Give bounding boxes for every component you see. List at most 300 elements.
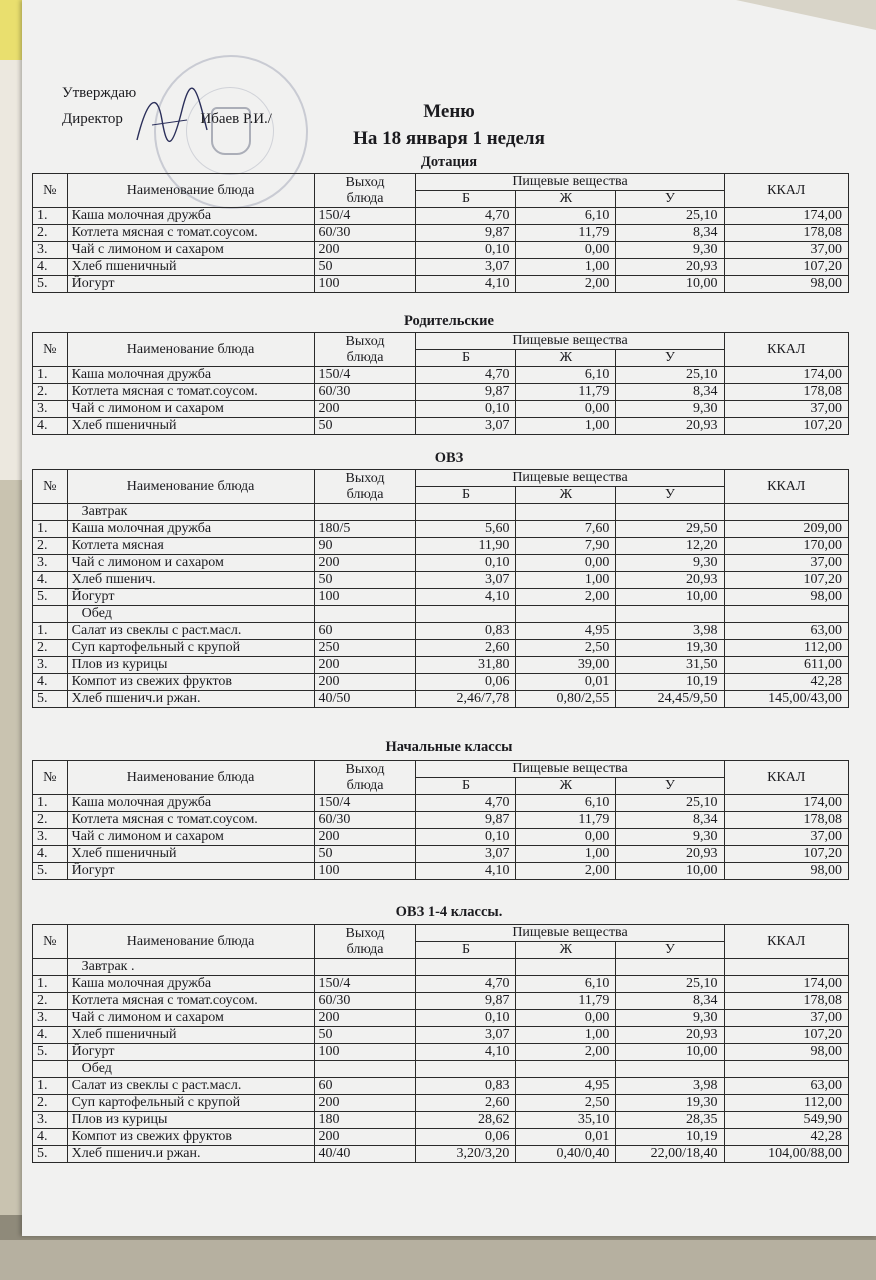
cell-carbs: 8,34 <box>616 384 724 401</box>
cell-carbs: 10,00 <box>616 1044 724 1061</box>
header-zh: Ж <box>516 191 616 208</box>
cell-carbs <box>616 959 724 976</box>
cell-fat: 0,01 <box>516 674 616 691</box>
cell-fat: 1,00 <box>516 259 616 276</box>
cell-num: 3. <box>33 657 68 674</box>
cell-num: 3. <box>33 242 68 259</box>
cell-dish-name: Компот из свежих фруктов <box>67 674 314 691</box>
table-row <box>33 225 849 242</box>
cell-num: 5. <box>33 276 68 293</box>
cell-dish-name: Хлеб пшеничный <box>67 259 314 276</box>
cell-kcal: 98,00 <box>724 276 848 293</box>
cell-output: 90 <box>314 538 416 555</box>
cell-protein: 3,07 <box>416 572 516 589</box>
cell-fat <box>516 504 616 521</box>
cell-fat: 11,79 <box>516 812 616 829</box>
header-name: Наименование блюда <box>67 761 314 795</box>
table-row <box>33 1095 849 1112</box>
cell-dish-name: Суп картофельный с крупой <box>67 640 314 657</box>
cell-num: 4. <box>33 1027 68 1044</box>
cell-fat: 4,95 <box>516 1078 616 1095</box>
cell-kcal: 145,00/43,00 <box>724 691 848 708</box>
cell-num: 4. <box>33 1129 68 1146</box>
cell-carbs: 3,98 <box>616 623 724 640</box>
table-row <box>33 1044 849 1061</box>
cell-output: 200 <box>314 1129 416 1146</box>
cell-dish-name: Салат из свеклы с раст.масл. <box>67 1078 314 1095</box>
cell-num: 4. <box>33 572 68 589</box>
cell-protein: 31,80 <box>416 657 516 674</box>
header-b: Б <box>416 350 516 367</box>
cell-carbs: 9,30 <box>616 555 724 572</box>
header-kcal: ККАЛ <box>724 174 848 208</box>
cell-carbs: 9,30 <box>616 829 724 846</box>
cell-output: 150/4 <box>314 367 416 384</box>
folded-corner <box>736 0 876 30</box>
cell-protein: 0,10 <box>416 242 516 259</box>
cell-output: 60/30 <box>314 384 416 401</box>
cell-kcal: 37,00 <box>724 401 848 418</box>
header-name: Наименование блюда <box>67 470 314 504</box>
cell-output: 250 <box>314 640 416 657</box>
table-row <box>33 863 849 880</box>
header-output-line2: блюда <box>346 349 384 365</box>
cell-output: 180/5 <box>314 521 416 538</box>
cell-dish-name: Каша молочная дружба <box>67 208 314 225</box>
cell-protein: 0,10 <box>416 1010 516 1027</box>
header-kcal: ККАЛ <box>724 333 848 367</box>
cell-dish-name: Котлета мясная с томат.соусом. <box>67 812 314 829</box>
header-output <box>314 925 416 959</box>
cell-carbs: 29,50 <box>616 521 724 538</box>
cell-dish-name: Обед <box>67 606 314 623</box>
cell-protein: 0,10 <box>416 401 516 418</box>
menu-table <box>32 469 849 708</box>
cell-output: 100 <box>314 589 416 606</box>
table-row <box>33 384 849 401</box>
cell-carbs <box>616 504 724 521</box>
header-output-line1: Выход <box>345 333 385 349</box>
cell-protein <box>416 606 516 623</box>
cell-fat: 6,10 <box>516 208 616 225</box>
cell-num: 1. <box>33 521 68 538</box>
header-name: Наименование блюда <box>67 333 314 367</box>
header-output <box>314 174 416 208</box>
cell-output: 150/4 <box>314 795 416 812</box>
section-title: Родительские <box>404 313 494 329</box>
cell-fat: 2,00 <box>516 276 616 293</box>
cell-kcal: 174,00 <box>724 208 848 225</box>
header-u: У <box>616 487 724 504</box>
table-row <box>33 674 849 691</box>
cell-protein: 0,10 <box>416 829 516 846</box>
cell-fat: 0,01 <box>516 1129 616 1146</box>
cell-protein: 9,87 <box>416 225 516 242</box>
cell-output: 100 <box>314 1044 416 1061</box>
cell-protein: 11,90 <box>416 538 516 555</box>
cell-kcal: 107,20 <box>724 846 848 863</box>
cell-num: 3. <box>33 555 68 572</box>
cell-carbs: 10,00 <box>616 276 724 293</box>
cell-dish-name: Каша молочная дружба <box>67 367 314 384</box>
cell-output: 200 <box>314 555 416 572</box>
cell-fat: 35,10 <box>516 1112 616 1129</box>
table-header-row <box>33 925 849 942</box>
cell-fat: 1,00 <box>516 418 616 435</box>
cell-carbs <box>616 1061 724 1078</box>
cell-fat: 0,00 <box>516 555 616 572</box>
cell-kcal: 107,20 <box>724 572 848 589</box>
table-row <box>33 401 849 418</box>
cell-fat: 11,79 <box>516 384 616 401</box>
cell-dish-name: Хлеб пшеничный <box>67 418 314 435</box>
cell-dish-name: Чай с лимоном и сахаром <box>67 829 314 846</box>
cell-kcal: 42,28 <box>724 674 848 691</box>
cell-num: 2. <box>33 1095 68 1112</box>
cell-carbs <box>616 606 724 623</box>
director-name: Ибаев Р.И./ <box>200 111 272 127</box>
cell-fat: 4,95 <box>516 623 616 640</box>
cell-output: 50 <box>314 572 416 589</box>
cell-kcal: 98,00 <box>724 589 848 606</box>
cell-num: 4. <box>33 418 68 435</box>
cell-num <box>33 1061 68 1078</box>
cell-output: 200 <box>314 401 416 418</box>
cell-num: 4. <box>33 674 68 691</box>
cell-carbs: 8,34 <box>616 812 724 829</box>
header-nutrients: Пищевые вещества <box>416 174 724 191</box>
cell-output: 180 <box>314 1112 416 1129</box>
cell-carbs: 25,10 <box>616 367 724 384</box>
cell-carbs: 9,30 <box>616 401 724 418</box>
cell-fat: 11,79 <box>516 225 616 242</box>
cell-dish-name: Каша молочная дружба <box>67 976 314 993</box>
cell-kcal <box>724 606 848 623</box>
cell-num: 1. <box>33 367 68 384</box>
cell-output: 200 <box>314 1095 416 1112</box>
header-u: У <box>616 942 724 959</box>
table-row <box>33 846 849 863</box>
cell-dish-name: Хлеб пшенич. <box>67 572 314 589</box>
header-output-line1: Выход <box>345 761 385 777</box>
table-header-row <box>33 470 849 487</box>
cell-num: 4. <box>33 259 68 276</box>
cell-protein: 0,83 <box>416 1078 516 1095</box>
table-header-row <box>33 174 849 191</box>
cell-dish-name: Котлета мясная с томат.соусом. <box>67 993 314 1010</box>
cell-carbs: 25,10 <box>616 208 724 225</box>
header-output <box>314 333 416 367</box>
section-title: Начальные классы <box>385 739 513 755</box>
cell-carbs: 20,93 <box>616 1027 724 1044</box>
table-row <box>33 504 849 521</box>
cell-fat: 0,80/2,55 <box>516 691 616 708</box>
cell-kcal: 178,08 <box>724 993 848 1010</box>
cell-kcal: 174,00 <box>724 976 848 993</box>
cell-num: 5. <box>33 863 68 880</box>
header-zh: Ж <box>516 487 616 504</box>
header-output-line1: Выход <box>345 925 385 941</box>
cell-output: 200 <box>314 829 416 846</box>
cell-fat: 6,10 <box>516 976 616 993</box>
table-row <box>33 208 849 225</box>
cell-protein: 3,07 <box>416 418 516 435</box>
cell-fat: 1,00 <box>516 1027 616 1044</box>
cell-carbs: 28,35 <box>616 1112 724 1129</box>
cell-carbs: 20,93 <box>616 846 724 863</box>
table-row <box>33 521 849 538</box>
cell-fat: 7,60 <box>516 521 616 538</box>
header-zh: Ж <box>516 350 616 367</box>
cell-protein: 3,07 <box>416 1027 516 1044</box>
cell-fat: 0,00 <box>516 829 616 846</box>
cell-dish-name: Обед <box>67 1061 314 1078</box>
table-row <box>33 829 849 846</box>
cell-num: 3. <box>33 1112 68 1129</box>
cell-kcal: 107,20 <box>724 1027 848 1044</box>
cell-num: 5. <box>33 1044 68 1061</box>
cell-output: 50 <box>314 1027 416 1044</box>
cell-dish-name: Чай с лимоном и сахаром <box>67 242 314 259</box>
header-output-line2: блюда <box>346 777 384 793</box>
cell-num: 2. <box>33 993 68 1010</box>
table-row <box>33 1078 849 1095</box>
cell-kcal: 37,00 <box>724 1010 848 1027</box>
table-row <box>33 812 849 829</box>
cell-kcal: 611,00 <box>724 657 848 674</box>
cell-carbs: 10,19 <box>616 674 724 691</box>
cell-num: 5. <box>33 589 68 606</box>
cell-fat <box>516 606 616 623</box>
cell-num: 1. <box>33 1078 68 1095</box>
cell-carbs: 24,45/9,50 <box>616 691 724 708</box>
cell-protein: 28,62 <box>416 1112 516 1129</box>
cell-output: 60/30 <box>314 225 416 242</box>
cell-output <box>314 1061 416 1078</box>
cell-protein: 2,60 <box>416 640 516 657</box>
cell-num: 1. <box>33 795 68 812</box>
cell-fat: 2,50 <box>516 640 616 657</box>
cell-kcal: 37,00 <box>724 829 848 846</box>
cell-output <box>314 504 416 521</box>
cell-protein: 4,10 <box>416 1044 516 1061</box>
cell-protein: 9,87 <box>416 812 516 829</box>
cell-output: 60 <box>314 1078 416 1095</box>
table-header-row <box>33 333 849 350</box>
cell-dish-name: Хлеб пшенич.и ржан. <box>67 691 314 708</box>
cell-fat: 2,00 <box>516 589 616 606</box>
cell-carbs: 3,98 <box>616 1078 724 1095</box>
cell-carbs: 25,10 <box>616 795 724 812</box>
cell-protein: 5,60 <box>416 521 516 538</box>
cell-protein: 2,60 <box>416 1095 516 1112</box>
header-kcal: ККАЛ <box>724 470 848 504</box>
cell-dish-name: Салат из свеклы с раст.масл. <box>67 623 314 640</box>
table-row <box>33 976 849 993</box>
cell-protein <box>416 1061 516 1078</box>
cell-kcal <box>724 1061 848 1078</box>
cell-output: 100 <box>314 276 416 293</box>
cell-output: 200 <box>314 657 416 674</box>
cell-kcal: 98,00 <box>724 863 848 880</box>
section-title: Дотация <box>420 154 478 170</box>
cell-dish-name: Котлета мясная с томат.соусом. <box>67 225 314 242</box>
cell-protein <box>416 959 516 976</box>
cell-dish-name: Котлета мясная <box>67 538 314 555</box>
cell-output: 150/4 <box>314 976 416 993</box>
menu-table <box>32 760 849 880</box>
table-row <box>33 367 849 384</box>
cell-output: 60/30 <box>314 993 416 1010</box>
cell-num: 3. <box>33 1010 68 1027</box>
section-title: ОВЗ <box>434 450 464 466</box>
cell-dish-name: Йогурт <box>67 276 314 293</box>
header-b: Б <box>416 942 516 959</box>
cell-num <box>33 959 68 976</box>
header-output-line2: блюда <box>346 941 384 957</box>
cell-carbs: 20,93 <box>616 418 724 435</box>
header-output <box>314 470 416 504</box>
cell-output: 200 <box>314 1010 416 1027</box>
cell-protein: 3,20/3,20 <box>416 1146 516 1163</box>
cell-output: 50 <box>314 259 416 276</box>
table-row <box>33 640 849 657</box>
table-row <box>33 555 849 572</box>
header-num: № <box>33 470 68 504</box>
cell-kcal: 63,00 <box>724 623 848 640</box>
cell-fat: 0,00 <box>516 242 616 259</box>
cell-fat: 2,50 <box>516 1095 616 1112</box>
cell-kcal: 112,00 <box>724 1095 848 1112</box>
cell-output <box>314 959 416 976</box>
cell-kcal: 37,00 <box>724 242 848 259</box>
header-u: У <box>616 778 724 795</box>
cell-protein: 3,07 <box>416 259 516 276</box>
cell-output: 50 <box>314 418 416 435</box>
cell-fat: 0,40/0,40 <box>516 1146 616 1163</box>
table-row <box>33 623 849 640</box>
page-subtitle: На 18 января 1 неделя <box>353 128 545 149</box>
cell-dish-name: Каша молочная дружба <box>67 521 314 538</box>
cell-output: 40/40 <box>314 1146 416 1163</box>
cell-kcal: 63,00 <box>724 1078 848 1095</box>
cell-carbs: 22,00/18,40 <box>616 1146 724 1163</box>
cell-num: 3. <box>33 401 68 418</box>
cell-output: 60 <box>314 623 416 640</box>
header-u: У <box>616 191 724 208</box>
cell-output: 200 <box>314 674 416 691</box>
header-b: Б <box>416 191 516 208</box>
cell-carbs: 20,93 <box>616 259 724 276</box>
cell-fat: 6,10 <box>516 367 616 384</box>
header-nutrients: Пищевые вещества <box>416 470 724 487</box>
cell-dish-name: Йогурт <box>67 863 314 880</box>
header-u: У <box>616 350 724 367</box>
cell-protein: 4,70 <box>416 795 516 812</box>
cell-protein: 4,10 <box>416 589 516 606</box>
cell-dish-name: Йогурт <box>67 1044 314 1061</box>
header-output <box>314 761 416 795</box>
header-kcal: ККАЛ <box>724 761 848 795</box>
table-row <box>33 259 849 276</box>
cell-dish-name: Завтрак . <box>67 959 314 976</box>
cell-protein <box>416 504 516 521</box>
cell-dish-name: Хлеб пшеничный <box>67 846 314 863</box>
header-name: Наименование блюда <box>67 925 314 959</box>
cell-kcal: 107,20 <box>724 418 848 435</box>
table-row <box>33 242 849 259</box>
director-label: Директор <box>62 111 123 127</box>
menu-table <box>32 924 849 1163</box>
cell-num: 5. <box>33 1146 68 1163</box>
cell-kcal: 107,20 <box>724 259 848 276</box>
cell-protein: 4,70 <box>416 367 516 384</box>
cell-protein: 4,70 <box>416 208 516 225</box>
cell-dish-name: Чай с лимоном и сахаром <box>67 1010 314 1027</box>
cell-protein: 0,06 <box>416 1129 516 1146</box>
cell-kcal: 549,90 <box>724 1112 848 1129</box>
table-row <box>33 589 849 606</box>
header-nutrients: Пищевые вещества <box>416 925 724 942</box>
cell-kcal <box>724 959 848 976</box>
cell-kcal: 178,08 <box>724 384 848 401</box>
cell-num <box>33 504 68 521</box>
table-row <box>33 1129 849 1146</box>
menu-table <box>32 173 849 293</box>
table-row <box>33 657 849 674</box>
cell-carbs: 8,34 <box>616 993 724 1010</box>
header-num: № <box>33 333 68 367</box>
table-row <box>33 1146 849 1163</box>
cell-kcal <box>724 504 848 521</box>
header-nutrients: Пищевые вещества <box>416 333 724 350</box>
header-b: Б <box>416 487 516 504</box>
cell-dish-name: Хлеб пшенич.и ржан. <box>67 1146 314 1163</box>
cell-fat: 0,00 <box>516 1010 616 1027</box>
table-row <box>33 1112 849 1129</box>
cell-dish-name: Хлеб пшеничный <box>67 1027 314 1044</box>
table-row <box>33 1010 849 1027</box>
header-output-line1: Выход <box>345 174 385 190</box>
cell-kcal: 104,00/88,00 <box>724 1146 848 1163</box>
cell-fat: 39,00 <box>516 657 616 674</box>
header-output-line1: Выход <box>345 470 385 486</box>
header-output-line2: блюда <box>346 486 384 502</box>
header-b: Б <box>416 778 516 795</box>
cell-carbs: 9,30 <box>616 1010 724 1027</box>
cell-protein: 3,07 <box>416 846 516 863</box>
cell-protein: 0,83 <box>416 623 516 640</box>
cell-dish-name: Йогурт <box>67 589 314 606</box>
cell-protein: 4,10 <box>416 863 516 880</box>
cell-num: 1. <box>33 623 68 640</box>
cell-carbs: 19,30 <box>616 640 724 657</box>
cell-fat <box>516 1061 616 1078</box>
cell-carbs: 25,10 <box>616 976 724 993</box>
cell-dish-name: Суп картофельный с крупой <box>67 1095 314 1112</box>
cell-protein: 9,87 <box>416 993 516 1010</box>
cell-fat: 11,79 <box>516 993 616 1010</box>
page-title: Меню <box>423 101 475 122</box>
cell-kcal: 98,00 <box>724 1044 848 1061</box>
table-row <box>33 959 849 976</box>
table-row <box>33 606 849 623</box>
cell-kcal: 178,08 <box>724 225 848 242</box>
cell-carbs: 10,19 <box>616 1129 724 1146</box>
menu-table <box>32 332 849 435</box>
cell-dish-name: Котлета мясная с томат.соусом. <box>67 384 314 401</box>
cell-num: 2. <box>33 640 68 657</box>
